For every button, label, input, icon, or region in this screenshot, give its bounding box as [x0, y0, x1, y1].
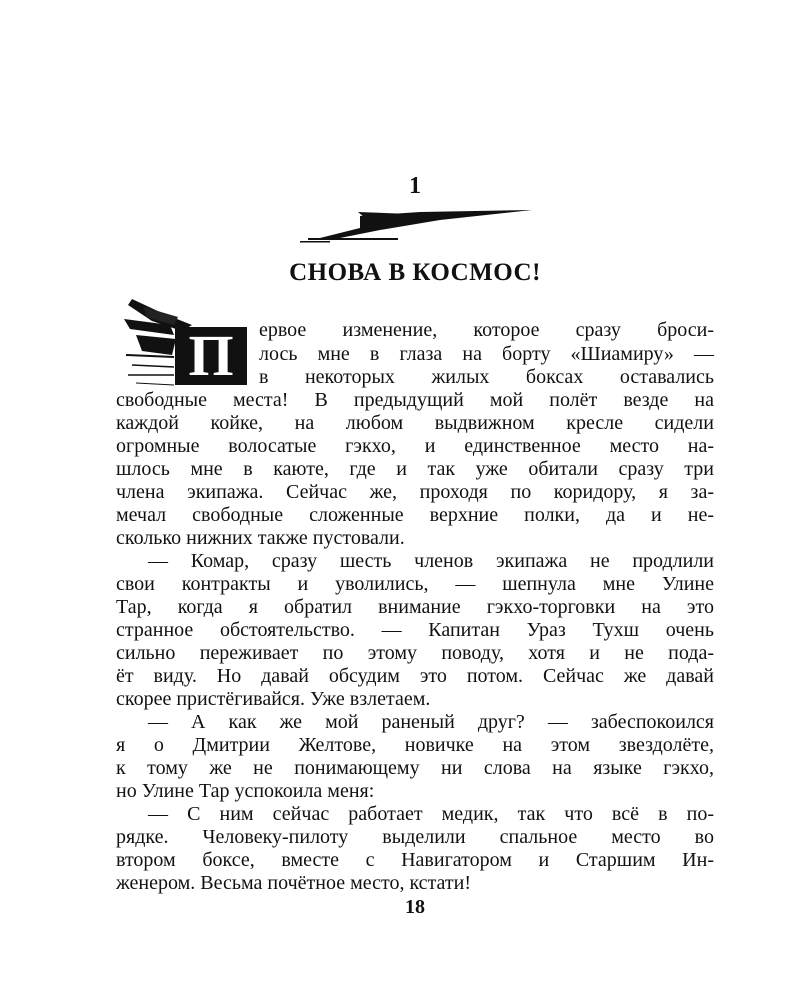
body-line: ервое изменение, которое сразу броси- — [259, 319, 714, 341]
chapter-title: СНОВА В КОСМОС! — [289, 259, 541, 286]
body-line: сильно переживает по этому поводу, хотя и не пода- — [116, 642, 714, 664]
page-number: 18 — [405, 896, 425, 918]
body-line: — Комар, сразу шесть членов экипажа не продлили — [148, 550, 714, 572]
body-line: — С ним сейчас работает медик, так что всё в по- — [148, 803, 714, 825]
dropcap-letter: П — [175, 327, 247, 385]
body-line: огромные волосатые гэкхо, и единственное место на- — [116, 435, 714, 457]
body-line: втором боксе, вместе с Навигатором и Старшим Ин- — [116, 849, 714, 871]
body-line: свободные места! В предыдущий мой полёт везде на — [116, 389, 714, 411]
body-line: в некоторых жилых боксах оставались — [259, 366, 714, 388]
body-line: к тому же не понимающему ни слова на языке гэкхо, — [116, 757, 714, 779]
body-line: мечал свободные сложенные верхние полки, да и не- — [116, 504, 714, 526]
chapter-ornament — [300, 208, 535, 244]
body-line: скорее пристёгивайся. Уже взлетаем. — [116, 688, 431, 710]
body-line: но Улине Тар успокоила меня: — [116, 780, 375, 802]
chapter-number: 1 — [409, 173, 421, 199]
body-line: шлось мне в каюте, где и так уже обитали сразу три — [116, 458, 714, 480]
body-line: рядке. Человеку-пилоту выделили спальное место во — [116, 826, 714, 848]
body-line: я о Дмитрии Желтове, новичке на этом звездолёте, — [116, 734, 714, 756]
body-line: Тар, когда я обратил внимание гэкхо-торговки на это — [116, 596, 714, 618]
body-line: — А как же мой раненый друг? — забеспокоился — [148, 711, 714, 733]
body-line: женером. Весьма почётное место, кстати! — [116, 872, 472, 894]
body-line: лось мне в глаза на борту «Шиамиру» — — [259, 343, 714, 365]
body-line: каждой койке, на любом выдвижном кресле сидели — [116, 412, 714, 434]
body-line: ёт виду. Но давай обсудим это потом. Сейчас же давай — [116, 665, 714, 687]
body-line: члена экипажа. Сейчас же, проходя по коридору, я за- — [116, 481, 714, 503]
body-line: свои контракты и уволились, — шепнула мне Улине — [116, 573, 714, 595]
body-line: сколько нижних также пустовали. — [116, 527, 405, 549]
body-line: странное обстоятельство. — Капитан Ураз Тухш очень — [116, 619, 714, 641]
